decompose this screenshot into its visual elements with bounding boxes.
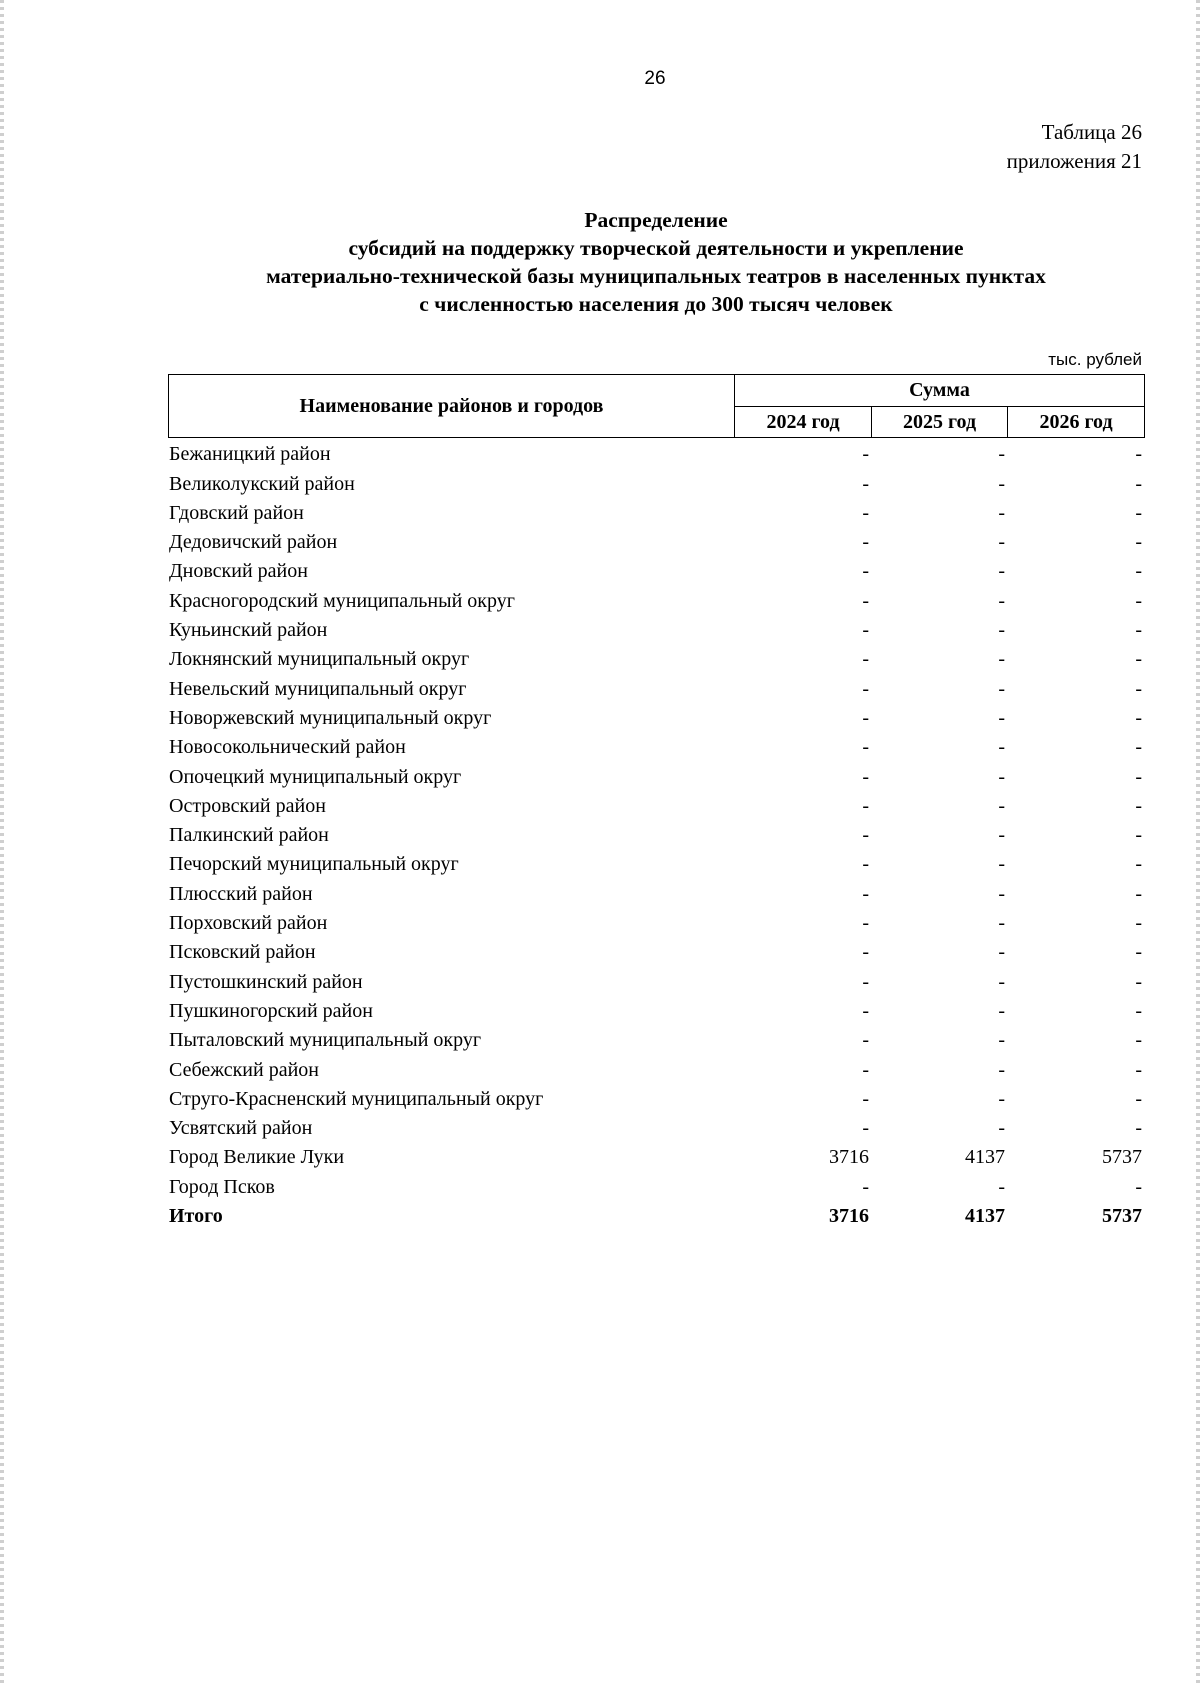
value-2026: - bbox=[1135, 472, 1142, 495]
row-name: Невельский муниципальный округ bbox=[169, 677, 467, 700]
table-row bbox=[168, 1023, 1144, 1052]
value-2025: - bbox=[998, 824, 1005, 847]
value-2026: - bbox=[1135, 589, 1142, 612]
table-row bbox=[168, 1082, 1144, 1111]
row-name: Город Великие Луки bbox=[169, 1146, 345, 1169]
title-line-3: материально-технической базы муниципальных театров в населенных пунктах bbox=[266, 264, 1046, 288]
value-2026: - bbox=[1135, 824, 1142, 847]
value-2024: - bbox=[862, 1175, 869, 1198]
value-2025: - bbox=[998, 941, 1005, 964]
header-year-2025: 2025 год bbox=[872, 407, 1008, 438]
value-2026: - bbox=[1135, 1175, 1142, 1198]
row-name: Город Псков bbox=[169, 1175, 275, 1198]
value-2025: - bbox=[998, 1117, 1005, 1140]
value-2024: - bbox=[862, 882, 869, 905]
table-row bbox=[168, 671, 1144, 700]
table-reference bbox=[1007, 118, 1142, 176]
value-2024: - bbox=[862, 1117, 869, 1140]
value-2024: - bbox=[862, 824, 869, 847]
value-2024: - bbox=[862, 941, 869, 964]
value-2025: - bbox=[998, 472, 1005, 495]
table-row bbox=[168, 994, 1144, 1023]
value-2024: - bbox=[862, 501, 869, 524]
value-2024: - bbox=[862, 443, 869, 466]
table-row bbox=[168, 525, 1144, 554]
value-2025: - bbox=[998, 1029, 1005, 1052]
value-2026: - bbox=[1135, 706, 1142, 729]
table-row bbox=[168, 1140, 1144, 1169]
table-row bbox=[168, 759, 1144, 788]
row-name: Дедовичский район bbox=[169, 531, 338, 554]
table-row bbox=[168, 935, 1144, 964]
value-2024: - bbox=[862, 677, 869, 700]
value-2025: - bbox=[998, 677, 1005, 700]
total-row bbox=[168, 1199, 1144, 1228]
value-2026: - bbox=[1135, 1029, 1142, 1052]
value-2026: - bbox=[1135, 648, 1142, 671]
table-row bbox=[168, 789, 1144, 818]
value-2026: - bbox=[1135, 853, 1142, 876]
units-label: тыс. рублей bbox=[1048, 350, 1142, 369]
value-2025: - bbox=[998, 501, 1005, 524]
row-name: Гдовский район bbox=[169, 501, 304, 524]
value-2026: - bbox=[1135, 560, 1142, 583]
value-2026: - bbox=[1135, 531, 1142, 554]
row-name: Палкинский район bbox=[169, 824, 329, 847]
value-2024: - bbox=[862, 970, 869, 993]
table-reference-line-1: Таблица 26 bbox=[1041, 120, 1142, 144]
row-name: Островский район bbox=[169, 794, 326, 817]
row-name: Струго-Красненский муниципальный округ bbox=[169, 1087, 544, 1110]
header-year-2024: 2024 год bbox=[735, 407, 872, 438]
value-2026: - bbox=[1135, 1087, 1142, 1110]
value-2026: - bbox=[1135, 941, 1142, 964]
value-2026: - bbox=[1135, 794, 1142, 817]
document-title bbox=[168, 206, 1144, 318]
row-name: Усвятский район bbox=[169, 1117, 313, 1140]
value-2026: 5737 bbox=[1102, 1146, 1142, 1169]
value-2024: - bbox=[862, 648, 869, 671]
row-name: Пустошкинский район bbox=[169, 970, 363, 993]
table-row bbox=[168, 583, 1144, 612]
title-line-2: субсидий на поддержку творческой деятельности и укрепление bbox=[348, 236, 964, 260]
header-name: Наименование районов и городов bbox=[169, 375, 735, 438]
row-name: Новосокольнический район bbox=[169, 736, 406, 759]
value-2026: - bbox=[1135, 912, 1142, 935]
row-name: Итого bbox=[169, 1205, 223, 1228]
value-2026: - bbox=[1135, 765, 1142, 788]
value-2024: 3716 bbox=[829, 1205, 869, 1228]
page-number: 26 bbox=[644, 68, 666, 89]
row-name: Псковский район bbox=[169, 941, 316, 964]
table-row bbox=[168, 554, 1144, 583]
value-2024: - bbox=[862, 794, 869, 817]
value-2024: - bbox=[862, 706, 869, 729]
value-2025: - bbox=[998, 1058, 1005, 1081]
value-2026: - bbox=[1135, 970, 1142, 993]
value-2025: - bbox=[998, 648, 1005, 671]
row-name: Пыталовский муниципальный округ bbox=[169, 1029, 482, 1052]
value-2025: - bbox=[998, 765, 1005, 788]
value-2025: - bbox=[998, 1087, 1005, 1110]
table-row bbox=[168, 437, 1144, 466]
value-2025: - bbox=[998, 912, 1005, 935]
value-2024: - bbox=[862, 912, 869, 935]
row-name: Дновский район bbox=[169, 560, 308, 583]
row-name: Новоржевский муниципальный округ bbox=[169, 706, 492, 729]
data-table bbox=[168, 437, 1144, 1228]
value-2024: - bbox=[862, 560, 869, 583]
value-2026: - bbox=[1135, 882, 1142, 905]
value-2024: - bbox=[862, 1058, 869, 1081]
row-name: Печорский муниципальный округ bbox=[169, 853, 459, 876]
header-sum: Сумма bbox=[735, 375, 1145, 407]
row-name: Бежаницкий район bbox=[169, 443, 331, 466]
value-2025: - bbox=[998, 531, 1005, 554]
title-line-4: с численностью населения до 300 тысяч человек bbox=[419, 292, 893, 316]
row-name: Локнянский муниципальный округ bbox=[169, 648, 470, 671]
row-name: Плюсский район bbox=[169, 882, 313, 905]
row-name: Великолукский район bbox=[169, 472, 355, 495]
value-2025: - bbox=[998, 853, 1005, 876]
table-row bbox=[168, 496, 1144, 525]
value-2025: - bbox=[998, 736, 1005, 759]
value-2025: 4137 bbox=[965, 1146, 1005, 1169]
scan-edge-right bbox=[1196, 0, 1200, 1686]
value-2024: - bbox=[862, 736, 869, 759]
table-row bbox=[168, 466, 1144, 495]
value-2025: - bbox=[998, 882, 1005, 905]
value-2024: - bbox=[862, 531, 869, 554]
value-2025: - bbox=[998, 589, 1005, 612]
value-2025: - bbox=[998, 970, 1005, 993]
value-2024: - bbox=[862, 1087, 869, 1110]
value-2026: - bbox=[1135, 677, 1142, 700]
table-row bbox=[168, 964, 1144, 993]
value-2025: - bbox=[998, 706, 1005, 729]
table-row bbox=[168, 730, 1144, 759]
table-row bbox=[168, 906, 1144, 935]
table-row bbox=[168, 1052, 1144, 1081]
title-line-1: Распределение bbox=[584, 208, 728, 232]
value-2026: - bbox=[1135, 999, 1142, 1022]
table-reference-line-2: приложения 21 bbox=[1006, 149, 1142, 173]
table-row bbox=[168, 1111, 1144, 1140]
value-2024: - bbox=[862, 765, 869, 788]
value-2026: - bbox=[1135, 619, 1142, 642]
value-2024: - bbox=[862, 999, 869, 1022]
value-2024: - bbox=[862, 589, 869, 612]
value-2026: - bbox=[1135, 1117, 1142, 1140]
row-name: Порховский район bbox=[169, 912, 328, 935]
header-year-2026: 2026 год bbox=[1008, 407, 1145, 438]
table-row bbox=[168, 876, 1144, 905]
table-row bbox=[168, 701, 1144, 730]
row-name: Опочецкий муниципальный округ bbox=[169, 765, 462, 788]
value-2024: - bbox=[862, 472, 869, 495]
value-2026: - bbox=[1135, 1058, 1142, 1081]
value-2025: - bbox=[998, 999, 1005, 1022]
value-2024: - bbox=[862, 1029, 869, 1052]
table-row bbox=[168, 1169, 1144, 1198]
table-row bbox=[168, 613, 1144, 642]
value-2025: - bbox=[998, 443, 1005, 466]
row-name: Красногородский муниципальный округ bbox=[169, 589, 515, 612]
row-name: Себежский район bbox=[169, 1058, 319, 1081]
table-row bbox=[168, 847, 1144, 876]
value-2024: 3716 bbox=[829, 1146, 869, 1169]
table-row bbox=[168, 642, 1144, 671]
value-2025: - bbox=[998, 560, 1005, 583]
value-2024: - bbox=[862, 619, 869, 642]
table-header bbox=[168, 374, 1145, 438]
value-2026: - bbox=[1135, 501, 1142, 524]
scan-edge-left bbox=[0, 0, 4, 1686]
value-2024: - bbox=[862, 853, 869, 876]
value-2026: - bbox=[1135, 443, 1142, 466]
table-row bbox=[168, 818, 1144, 847]
value-2026: - bbox=[1135, 736, 1142, 759]
value-2025: - bbox=[998, 1175, 1005, 1198]
value-2025: - bbox=[998, 619, 1005, 642]
value-2025: - bbox=[998, 794, 1005, 817]
value-2026: 5737 bbox=[1102, 1205, 1142, 1228]
row-name: Куньинский район bbox=[169, 619, 328, 642]
row-name: Пушкиногорский район bbox=[169, 999, 373, 1022]
value-2025: 4137 bbox=[965, 1205, 1005, 1228]
